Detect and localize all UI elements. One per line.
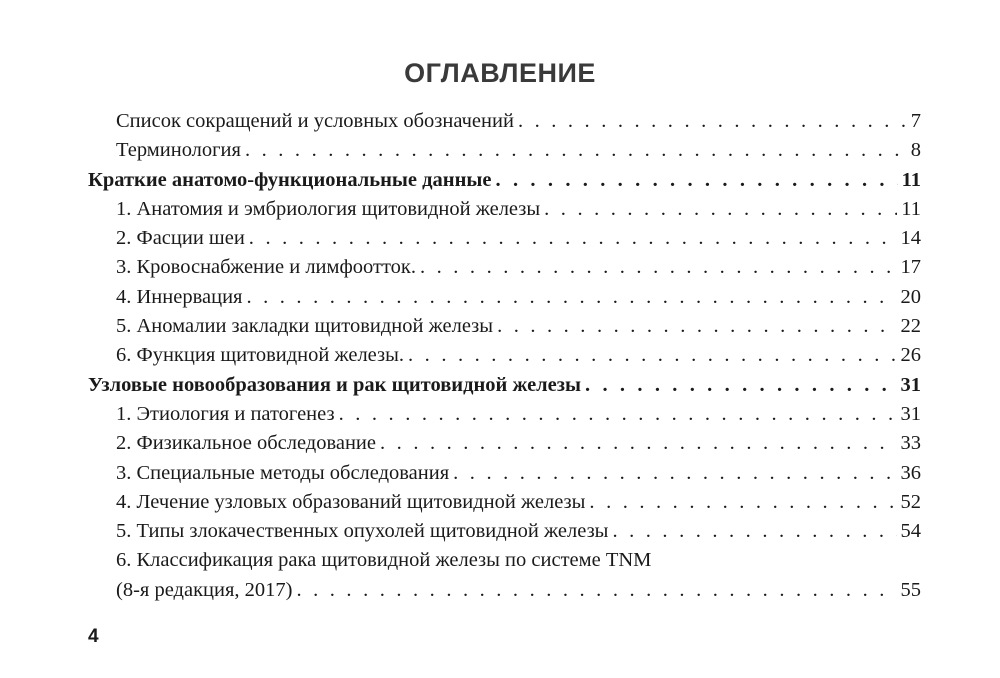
dot-leader — [245, 136, 907, 165]
toc-entry-page: 55 — [900, 578, 921, 601]
toc-entry-label: 2. Фасции шеи — [116, 227, 245, 250]
toc-entry[interactable] — [88, 136, 921, 165]
toc-entry-page: 8 — [910, 139, 921, 162]
toc-entry-label: 4. Лечение узловых образований щитовидной железы — [116, 490, 586, 513]
toc-entry[interactable] — [88, 253, 921, 282]
toc-entry-page: 52 — [900, 490, 921, 513]
toc-entry[interactable] — [88, 283, 921, 312]
dot-leader — [339, 400, 897, 429]
toc-entry-label: 6. Функция щитовидной железы. — [116, 344, 405, 367]
toc-entry[interactable] — [88, 107, 921, 136]
toc-entry[interactable] — [88, 546, 921, 605]
toc-chapter[interactable] — [88, 371, 921, 400]
toc-entry[interactable] — [88, 341, 921, 370]
toc-entry-label: 5. Аномалии закладки щитовидной железы — [116, 315, 494, 338]
dot-leader — [612, 517, 896, 546]
dot-leader — [296, 576, 896, 605]
toc-entry-label-continued: (8-я редакция, 2017) — [116, 578, 293, 601]
toc-entry-page: 20 — [900, 285, 921, 308]
toc-entry-label: Список сокращений и условных обозначений — [116, 110, 514, 132]
dot-leader — [496, 166, 898, 195]
toc-entry-page: 54 — [900, 520, 921, 543]
table-of-contents — [88, 107, 921, 605]
toc-chapter-label: Краткие анатомо-функциональные данные — [88, 168, 492, 191]
toc-entry-page: 7 — [910, 110, 921, 132]
toc-entry-label: 2. Физикальное обследование — [116, 432, 377, 455]
toc-entry[interactable] — [88, 224, 921, 253]
dot-leader — [380, 429, 896, 458]
dot-leader — [249, 224, 897, 253]
toc-chapter-page: 11 — [901, 168, 921, 191]
toc-entry-label: 1. Этиология и патогенез — [116, 402, 335, 425]
toc-entry-page: 26 — [900, 344, 921, 367]
toc-entry-page: 17 — [900, 256, 921, 279]
toc-entry-label: 3. Специальные методы обследования — [116, 461, 450, 484]
dot-leader — [408, 341, 896, 370]
dot-leader — [420, 253, 897, 282]
toc-entry-page: 11 — [901, 197, 921, 220]
toc-entry-page: 14 — [900, 227, 921, 250]
toc-entry-label: 5. Типы злокачественных опухолей щитовидной железы — [116, 520, 609, 543]
toc-entry-page: 22 — [900, 315, 921, 338]
toc-entry-label: Терминология — [116, 139, 241, 162]
toc-chapter-page: 31 — [900, 373, 921, 396]
toc-chapter-label: Узловые новообразования и рак щитовидной железы — [88, 373, 582, 396]
dot-leader — [589, 488, 896, 517]
toc-entry-page: 36 — [900, 461, 921, 484]
toc-entry[interactable] — [88, 517, 921, 546]
toc-entry[interactable] — [88, 400, 921, 429]
toc-entry[interactable] — [88, 312, 921, 341]
dot-leader — [585, 371, 896, 400]
toc-entry[interactable] — [88, 459, 921, 488]
dot-leader — [453, 459, 896, 488]
page-number: 4 — [88, 626, 99, 647]
toc-entry[interactable] — [88, 195, 921, 224]
toc-entry-label: 1. Анатомия и эмбриология щитовидной железы — [116, 197, 541, 220]
dot-leader — [246, 283, 896, 312]
toc-entry-label: 4. Иннервация — [116, 285, 243, 308]
toc-entry-page: 31 — [900, 402, 921, 425]
toc-entry[interactable] — [88, 429, 921, 458]
dot-leader — [497, 312, 896, 341]
page-title: ОГЛАВЛЕНИЕ — [404, 58, 596, 88]
toc-entry[interactable] — [88, 488, 921, 517]
toc-entry-label: 3. Кровоснабжение и лимфоотток. — [116, 256, 416, 279]
dot-leader — [544, 195, 897, 224]
dot-leader — [518, 107, 907, 136]
toc-entry-label: 6. Классификация рака щитовидной железы по системе TNM — [116, 549, 652, 572]
toc-entry-page: 33 — [900, 432, 921, 455]
toc-chapter[interactable] — [88, 166, 921, 195]
